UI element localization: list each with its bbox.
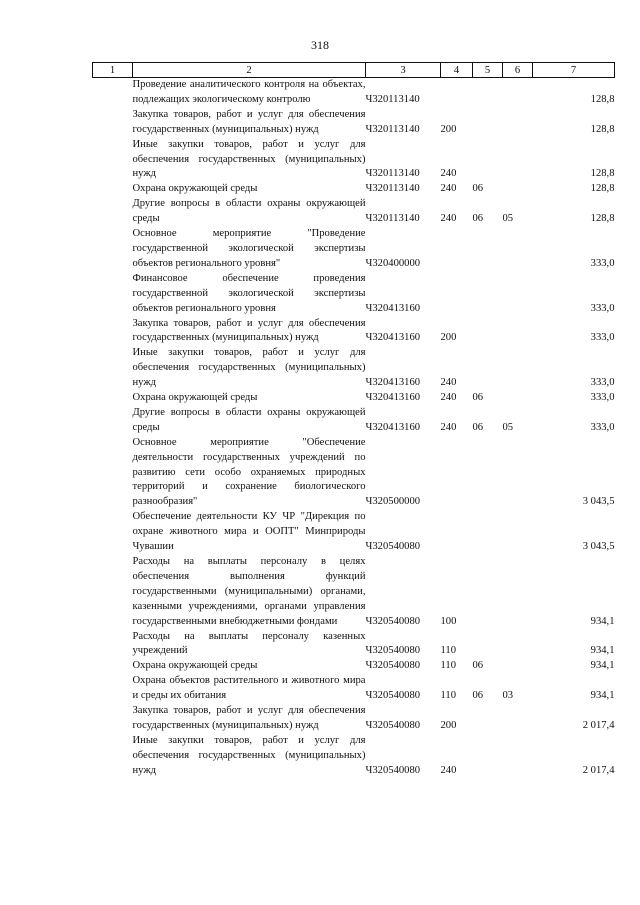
row-section: 06 bbox=[472, 660, 484, 672]
row-subsection bbox=[503, 555, 533, 630]
row-expense-type: 240 bbox=[440, 183, 457, 195]
row-amount: 934,1 bbox=[590, 690, 615, 702]
row-subsection bbox=[503, 108, 533, 138]
row-col-1 bbox=[93, 197, 133, 227]
row-section bbox=[473, 630, 503, 660]
table-row bbox=[93, 197, 615, 227]
page-number: 318 bbox=[311, 38, 329, 52]
row-amount: 333,0 bbox=[590, 257, 615, 269]
row-amount: 333,0 bbox=[590, 392, 615, 404]
row-name: Другие вопросы в области охраны окружающей среды bbox=[132, 198, 366, 225]
table-row bbox=[93, 182, 615, 197]
row-subsection bbox=[503, 704, 533, 734]
row-name: Другие вопросы в области охраны окружающей среды bbox=[132, 406, 366, 433]
row-subsection: 03 bbox=[502, 690, 514, 702]
row-section bbox=[473, 704, 503, 734]
row-name: Проведение аналитического контроля на объектах, подлежащих экологическому контролю bbox=[132, 79, 366, 105]
row-name: Закупка товаров, работ и услуг для обеспечения государственных (муниципальных) нужд bbox=[132, 317, 366, 344]
row-expense-type: 200 bbox=[440, 719, 457, 731]
row-col-1 bbox=[93, 272, 133, 317]
row-amount: 128,8 bbox=[590, 93, 615, 105]
header-col-7: 7 bbox=[533, 63, 615, 78]
row-section bbox=[473, 436, 503, 511]
row-subsection bbox=[503, 436, 533, 511]
row-expense-type bbox=[441, 272, 473, 317]
table-row bbox=[93, 391, 615, 406]
row-subsection bbox=[503, 272, 533, 317]
table-row bbox=[93, 138, 615, 183]
row-code: Ч320540080 bbox=[365, 764, 421, 776]
row-col-1 bbox=[93, 138, 133, 183]
row-amount: 934,1 bbox=[590, 660, 615, 672]
row-name: Закупка товаров, работ и услуг для обеспечения государственных (муниципальных) нужд bbox=[132, 705, 366, 731]
row-subsection bbox=[503, 391, 533, 406]
row-name: Охрана окружающей среды bbox=[132, 392, 258, 404]
row-col-1 bbox=[93, 406, 133, 436]
row-expense-type: 110 bbox=[440, 660, 456, 672]
row-code: Ч320500000 bbox=[365, 496, 421, 508]
row-col-1 bbox=[93, 555, 133, 630]
row-name: Закупка товаров, работ и услуг для обеспечения государственных (муниципальных) нужд bbox=[132, 108, 366, 135]
row-name: Основное мероприятие "Обеспечение деятельности государственных учреждений по развитию сети особо охраняемых природных территорий и сохранение биологического разнообразия" bbox=[132, 436, 366, 508]
row-section bbox=[473, 78, 503, 108]
row-code: Ч320413160 bbox=[365, 302, 421, 314]
header-col-5: 5 bbox=[473, 63, 503, 78]
row-code: Ч320113140 bbox=[365, 183, 420, 195]
row-subsection: 05 bbox=[502, 421, 514, 433]
header-col-4: 4 bbox=[441, 63, 473, 78]
row-name: Охрана окружающей среды bbox=[132, 183, 258, 195]
row-subsection: 05 bbox=[502, 213, 514, 225]
row-subsection bbox=[503, 227, 533, 272]
table-row bbox=[93, 227, 615, 272]
row-amount: 333,0 bbox=[590, 332, 615, 344]
row-col-1 bbox=[93, 659, 133, 674]
row-amount: 128,8 bbox=[590, 183, 615, 195]
row-name: Иные закупки товаров, работ и услуг для обеспечения государственных (муниципальных) нужд bbox=[132, 138, 366, 180]
table-row bbox=[93, 406, 615, 436]
row-code: Ч320413160 bbox=[365, 332, 421, 344]
row-section bbox=[473, 108, 503, 138]
row-expense-type bbox=[441, 78, 473, 108]
row-col-1 bbox=[93, 630, 133, 660]
row-name: Финансовое обеспечение проведения государственной экологической экспертизы объектов регионального уровня bbox=[132, 272, 366, 314]
row-col-1 bbox=[93, 108, 133, 138]
row-code: Ч320413160 bbox=[365, 421, 421, 433]
row-name: Иные закупки товаров, работ и услуг для обеспечения государственных (муниципальных) нужд bbox=[132, 347, 366, 389]
table-row bbox=[93, 630, 615, 660]
row-code: Ч320400000 bbox=[365, 257, 421, 269]
row-amount: 128,8 bbox=[590, 123, 615, 135]
row-code: Ч320113140 bbox=[365, 93, 420, 105]
row-subsection bbox=[503, 78, 533, 108]
row-expense-type: 240 bbox=[440, 392, 457, 404]
row-name: Иные закупки товаров, работ и услуг для обеспечения государственных (муниципальных) нужд bbox=[132, 734, 366, 776]
row-amount: 3 043,5 bbox=[582, 496, 615, 508]
row-expense-type: 240 bbox=[440, 421, 457, 433]
budget-table bbox=[92, 62, 615, 779]
row-section bbox=[473, 138, 503, 183]
row-subsection bbox=[503, 182, 533, 197]
row-code: Ч320413160 bbox=[365, 377, 421, 389]
header-col-6: 6 bbox=[503, 63, 533, 78]
row-section bbox=[473, 272, 503, 317]
row-col-1 bbox=[93, 674, 133, 704]
row-section bbox=[473, 734, 503, 779]
row-amount: 333,0 bbox=[590, 421, 615, 433]
row-col-1 bbox=[93, 436, 133, 511]
row-section: 06 bbox=[472, 392, 484, 404]
row-expense-type: 240 bbox=[440, 377, 457, 389]
row-col-1 bbox=[93, 704, 133, 734]
row-section bbox=[473, 227, 503, 272]
row-col-1 bbox=[93, 734, 133, 779]
row-expense-type: 240 bbox=[440, 764, 457, 776]
row-section bbox=[473, 555, 503, 630]
table-row bbox=[93, 555, 615, 630]
row-col-1 bbox=[93, 78, 133, 108]
table-row bbox=[93, 317, 615, 347]
row-code: Ч320540080 bbox=[365, 660, 421, 672]
row-section bbox=[473, 510, 503, 555]
row-expense-type: 200 bbox=[440, 123, 457, 135]
row-subsection bbox=[503, 659, 533, 674]
table-header bbox=[93, 63, 615, 78]
row-code: Ч320413160 bbox=[365, 392, 421, 404]
row-subsection bbox=[503, 346, 533, 391]
table-row bbox=[93, 734, 615, 779]
row-subsection bbox=[503, 510, 533, 555]
row-section: 06 bbox=[472, 690, 484, 702]
row-code: Ч320540080 bbox=[365, 690, 421, 702]
table-row bbox=[93, 108, 615, 138]
row-expense-type: 110 bbox=[440, 690, 456, 702]
row-col-1 bbox=[93, 391, 133, 406]
row-code: Ч320113140 bbox=[365, 213, 420, 225]
row-section bbox=[473, 346, 503, 391]
row-code: Ч320540080 bbox=[365, 615, 421, 627]
header-col-2: 2 bbox=[133, 63, 366, 78]
row-expense-type: 240 bbox=[440, 213, 457, 225]
row-name: Охрана объектов растительного и животного мира и среды их обитания bbox=[132, 675, 366, 702]
row-amount: 128,8 bbox=[590, 168, 615, 180]
row-name: Основное мероприятие "Проведение государственной экологической экспертизы объектов регионального уровня" bbox=[132, 228, 366, 269]
row-subsection bbox=[503, 317, 533, 347]
row-col-1 bbox=[93, 346, 133, 391]
table-row bbox=[93, 510, 615, 555]
table-body bbox=[93, 78, 615, 779]
row-section bbox=[473, 317, 503, 347]
table-row bbox=[93, 659, 615, 674]
row-code: Ч320113140 bbox=[365, 168, 420, 180]
header-row bbox=[93, 63, 615, 78]
row-subsection bbox=[503, 630, 533, 660]
row-col-1 bbox=[93, 510, 133, 555]
row-expense-type bbox=[441, 510, 473, 555]
row-section: 06 bbox=[472, 421, 484, 433]
table-row bbox=[93, 704, 615, 734]
row-amount: 2 017,4 bbox=[582, 764, 615, 776]
row-amount: 128,8 bbox=[590, 213, 615, 225]
row-expense-type: 110 bbox=[440, 645, 456, 657]
header-col-3: 3 bbox=[366, 63, 441, 78]
row-amount: 934,1 bbox=[590, 615, 615, 627]
row-section: 06 bbox=[472, 213, 484, 225]
row-amount: 934,1 bbox=[590, 645, 615, 657]
table-row bbox=[93, 78, 615, 108]
header-col-1: 1 bbox=[93, 63, 133, 78]
row-amount: 333,0 bbox=[590, 302, 615, 314]
row-subsection bbox=[503, 138, 533, 183]
row-col-1 bbox=[93, 227, 133, 272]
row-name: Охрана окружающей среды bbox=[132, 660, 258, 672]
row-name: Расходы на выплаты персоналу казенных учреждений bbox=[132, 630, 366, 657]
row-expense-type bbox=[441, 227, 473, 272]
row-subsection bbox=[503, 734, 533, 779]
row-code: Ч320113140 bbox=[365, 123, 420, 135]
row-expense-type: 100 bbox=[440, 615, 457, 627]
row-col-1 bbox=[93, 317, 133, 347]
table-row bbox=[93, 346, 615, 391]
row-expense-type: 240 bbox=[440, 168, 457, 180]
row-expense-type: 200 bbox=[440, 332, 457, 344]
row-name: Обеспечение деятельности КУ ЧР "Дирекция по охране животного мира и ООПТ" Минприроды Чувашии bbox=[132, 511, 366, 553]
row-amount: 3 043,5 bbox=[582, 541, 615, 553]
row-code: Ч320540080 bbox=[365, 719, 421, 731]
row-code: Ч320540080 bbox=[365, 541, 421, 553]
row-amount: 2 017,4 bbox=[582, 719, 615, 731]
row-section: 06 bbox=[472, 183, 484, 195]
row-name: Расходы на выплаты персоналу в целях обеспечения выполнения функций государственными (муниципальными) органами, казенными учреждениями, органами управления государственными внебюджетными фондами bbox=[132, 556, 366, 627]
row-expense-type bbox=[441, 436, 473, 511]
table-row bbox=[93, 674, 615, 704]
row-code: Ч320540080 bbox=[365, 645, 421, 657]
row-col-1 bbox=[93, 182, 133, 197]
table-row bbox=[93, 272, 615, 317]
table-row bbox=[93, 436, 615, 511]
row-amount: 333,0 bbox=[590, 377, 615, 389]
